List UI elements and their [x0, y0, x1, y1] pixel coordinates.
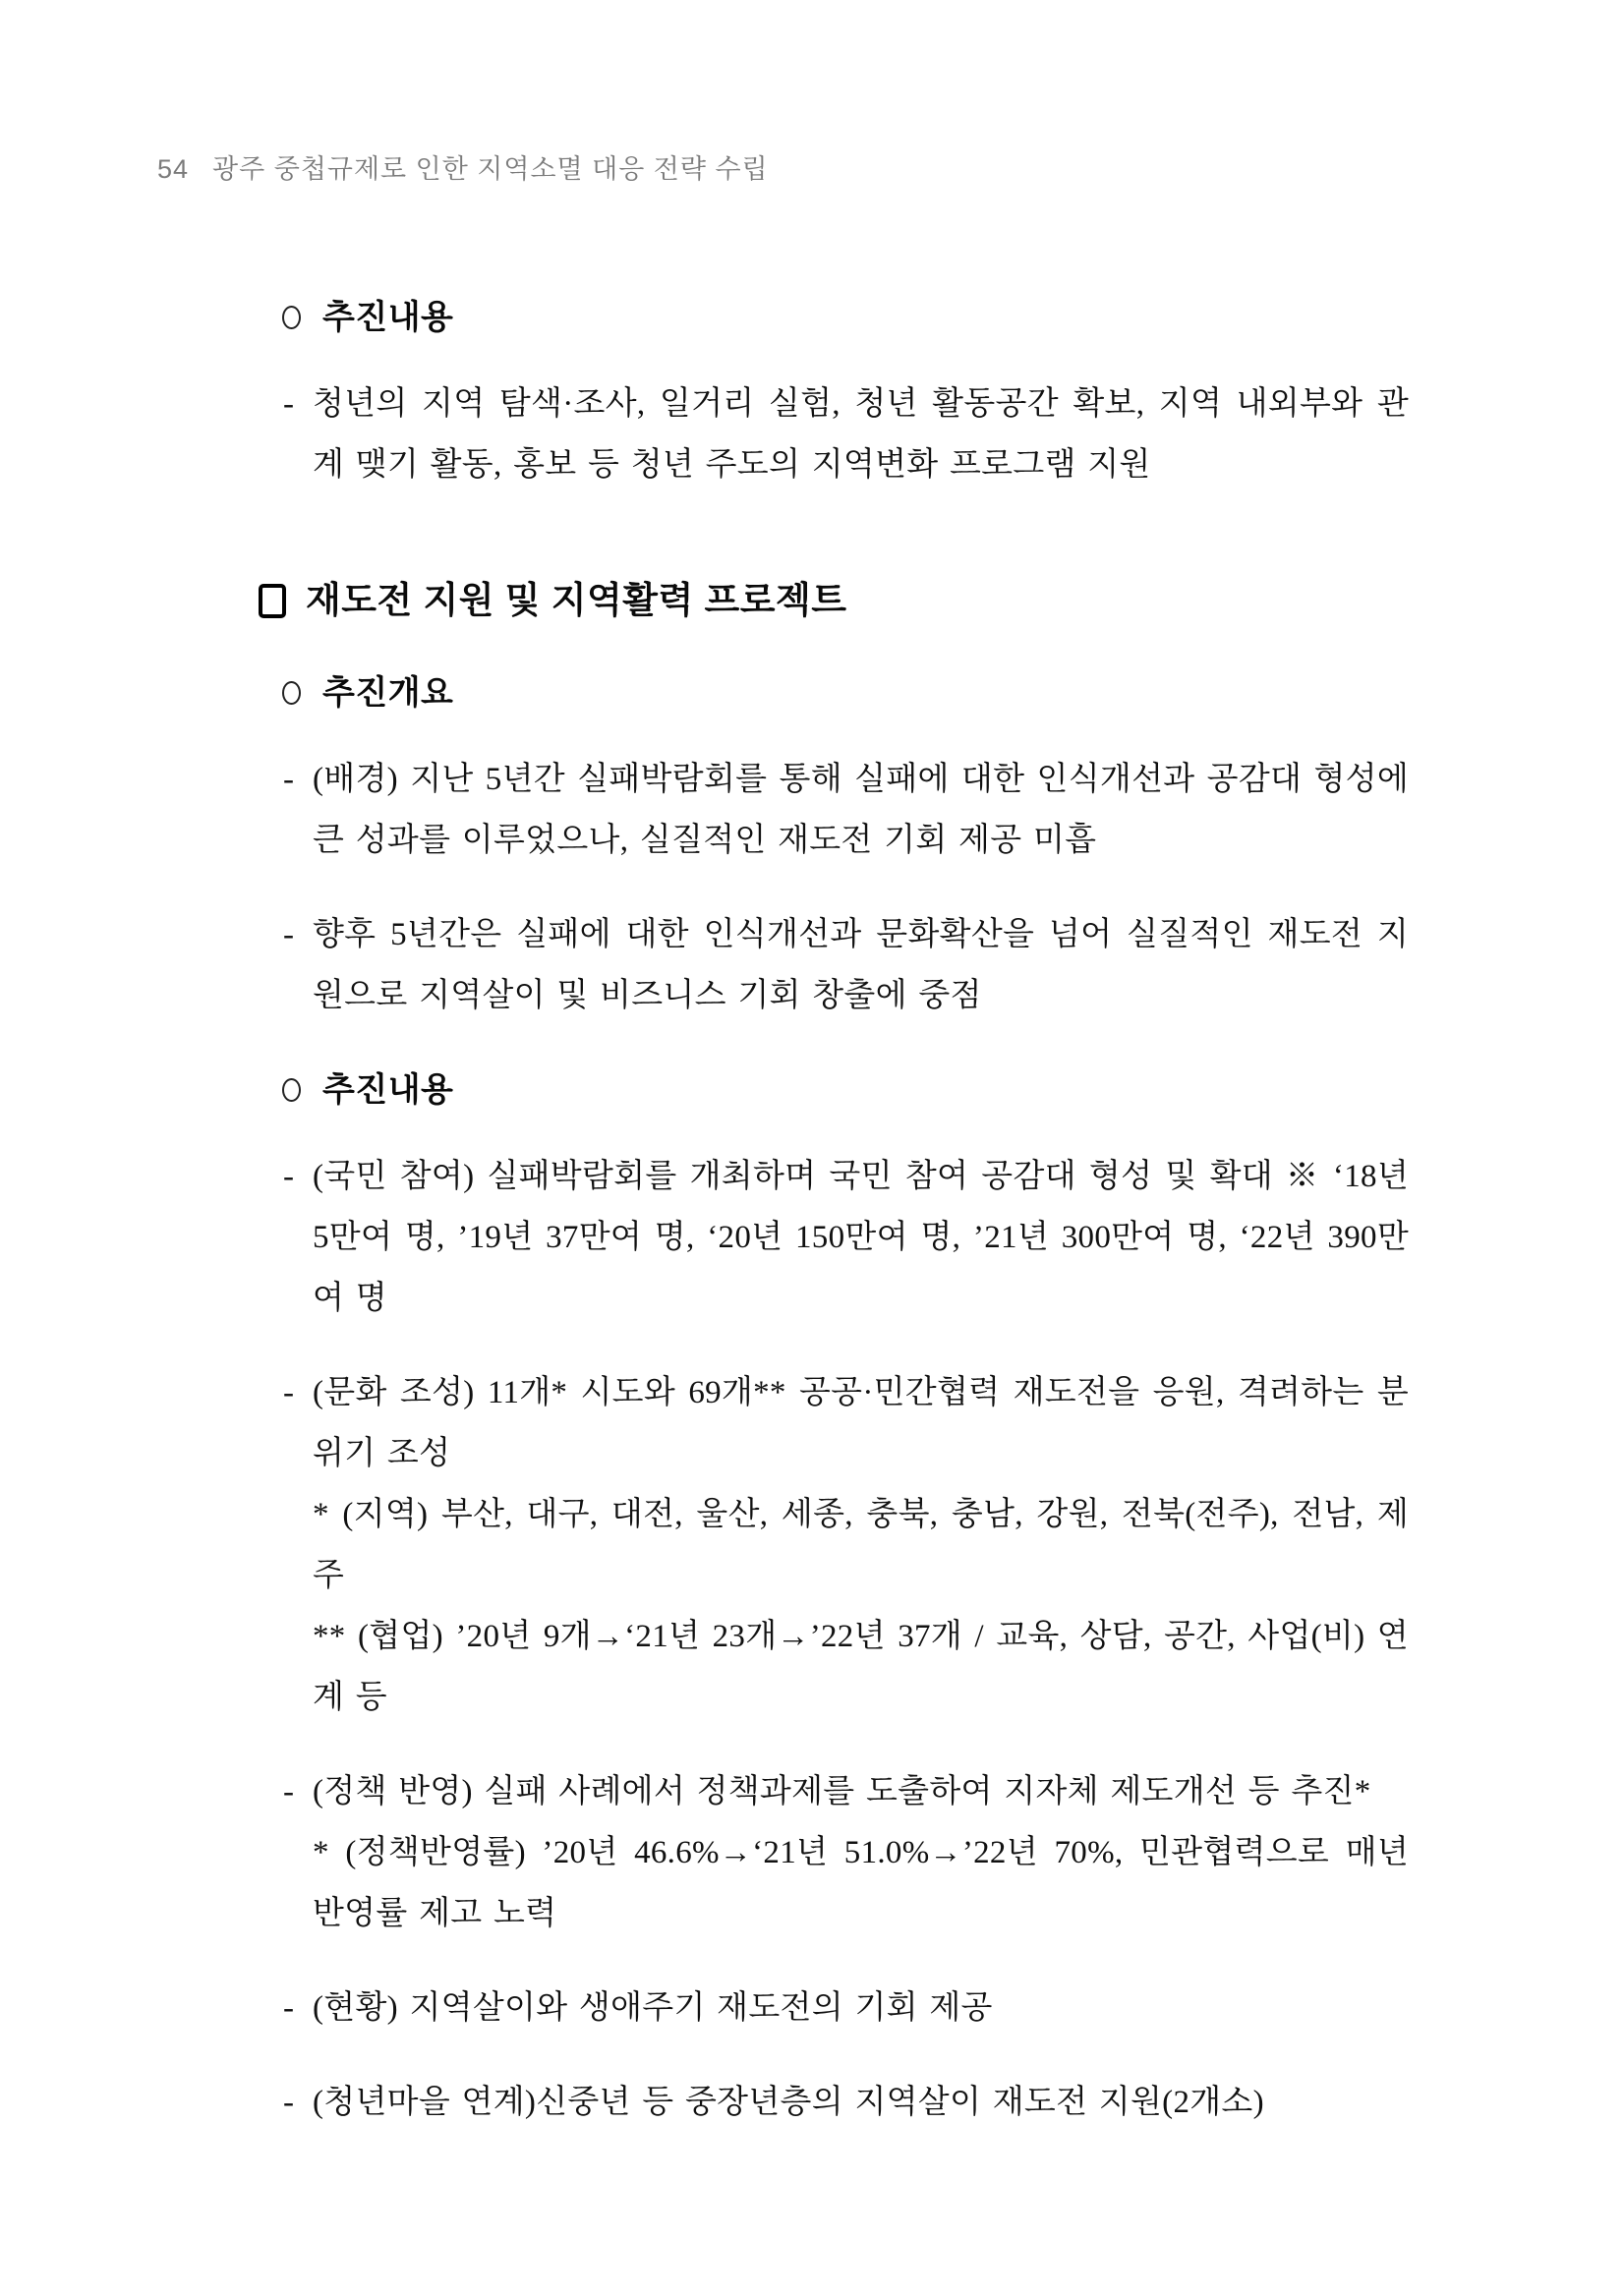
paragraph-line: [283, 1146, 1409, 1329]
paragraph-text: (현황) 지역살이와 생애주기 재도전의 기회 제공: [313, 1990, 993, 2026]
dash-bullet: -: [283, 917, 295, 952]
bullet-paragraph: [259, 904, 1409, 1026]
paragraph-text: 청년의 지역 탐색·조사, 일거리 실험, 청년 활동공간 확보, 지역 내외부와 관계 맺기 활동, 홍보 등 청년 주도의 지역변화 프로그램 지원: [313, 386, 1409, 483]
paragraph-line: [283, 2072, 1409, 2133]
subsection-heading-label: 추진내용: [322, 1071, 454, 1109]
document-title: 광주 중첩규제로 인한 지역소멸 대응 전략 수립: [212, 154, 769, 184]
page-body: [259, 287, 1409, 2166]
bullet-paragraph: [259, 1761, 1409, 1944]
circle-bullet-icon: [282, 306, 301, 329]
footnote-line: * (정책반영률) ’20년 46.6%→‘21년 51.0%→’22년 70%, 민관협력으로 매년 반영률 제고 노력: [313, 1835, 1409, 1931]
paragraph-text: (국민 참여) 실패박람회를 개최하며 국민 참여 공감대 형성 및 확대 ※ ‘18년 5만여 명, ’19년 37만여 명, ‘20년 150만여 명, ’21년 300만여 명, ‘22년 390만여 명: [313, 1159, 1409, 1316]
bullet-paragraph: [259, 1146, 1409, 1329]
bullet-paragraph: [259, 2072, 1409, 2133]
bullet-paragraph: [259, 373, 1409, 495]
circle-bullet-icon: [282, 1078, 301, 1102]
paragraph-text: (정책 반영) 실패 사례에서 정책과제를 도출하여 지자체 제도개선 등 추진*: [313, 1774, 1371, 1809]
subsection-heading: [282, 287, 1409, 348]
bullet-paragraph: [259, 1362, 1409, 1728]
dash-bullet: -: [283, 386, 295, 422]
bullet-paragraph: [259, 749, 1409, 871]
subsection-heading-label: 추진개요: [322, 674, 454, 712]
subsection-heading: [282, 1060, 1409, 1120]
square-bullet-icon: [259, 584, 286, 618]
subsection-heading-label: 추진내용: [322, 299, 454, 336]
paragraph-line: [283, 1362, 1409, 1484]
dash-bullet: -: [283, 1990, 295, 2026]
running-header: [157, 147, 769, 186]
paragraph-line: [283, 373, 1409, 495]
paragraph-text: (청년마을 연계)신중년 등 중장년층의 지역살이 재도전 지원(2개소): [313, 2085, 1264, 2120]
paragraph-text: 향후 5년간은 실패에 대한 인식개선과 문화확산을 넘어 실질적인 재도전 지원으로 지역살이 및 비즈니스 기회 창출에 중점: [313, 917, 1409, 1013]
paragraph-line: [283, 904, 1409, 1026]
bullet-paragraph: [259, 1978, 1409, 2038]
circle-bullet-icon: [282, 681, 301, 705]
paragraph-line: [283, 1761, 1409, 1822]
dash-bullet: -: [283, 762, 295, 797]
dash-bullet: -: [283, 1375, 295, 1410]
dash-bullet: -: [283, 2085, 295, 2120]
footnote-line: ** (협업) ’20년 9개→‘21년 23개→’22년 37개 / 교육, 상담, 공간, 사업(비) 연계 등: [313, 1619, 1409, 1715]
section-heading-label: 재도전 지원 및 지역활력 프로젝트: [306, 580, 847, 620]
paragraph-line: [283, 749, 1409, 871]
dash-bullet: -: [283, 1159, 295, 1194]
dash-bullet: -: [283, 1774, 295, 1809]
page-number: 54: [157, 154, 190, 184]
paragraph-text: (문화 조성) 11개* 시도와 69개** 공공·민간협력 재도전을 응원, 격려하는 분위기 조성: [313, 1375, 1409, 1471]
paragraph-text: (배경) 지난 5년간 실패박람회를 통해 실패에 대한 인식개선과 공감대 형성에 큰 성과를 이루었으나, 실질적인 재도전 기회 제공 미흡: [313, 762, 1409, 858]
paragraph-line: [283, 1978, 1409, 2038]
section-heading: [259, 568, 1409, 633]
subsection-heading: [282, 662, 1409, 723]
footnote-line: * (지역) 부산, 대구, 대전, 울산, 세종, 충북, 충남, 강원, 전북(전주), 전남, 제주: [313, 1497, 1409, 1593]
